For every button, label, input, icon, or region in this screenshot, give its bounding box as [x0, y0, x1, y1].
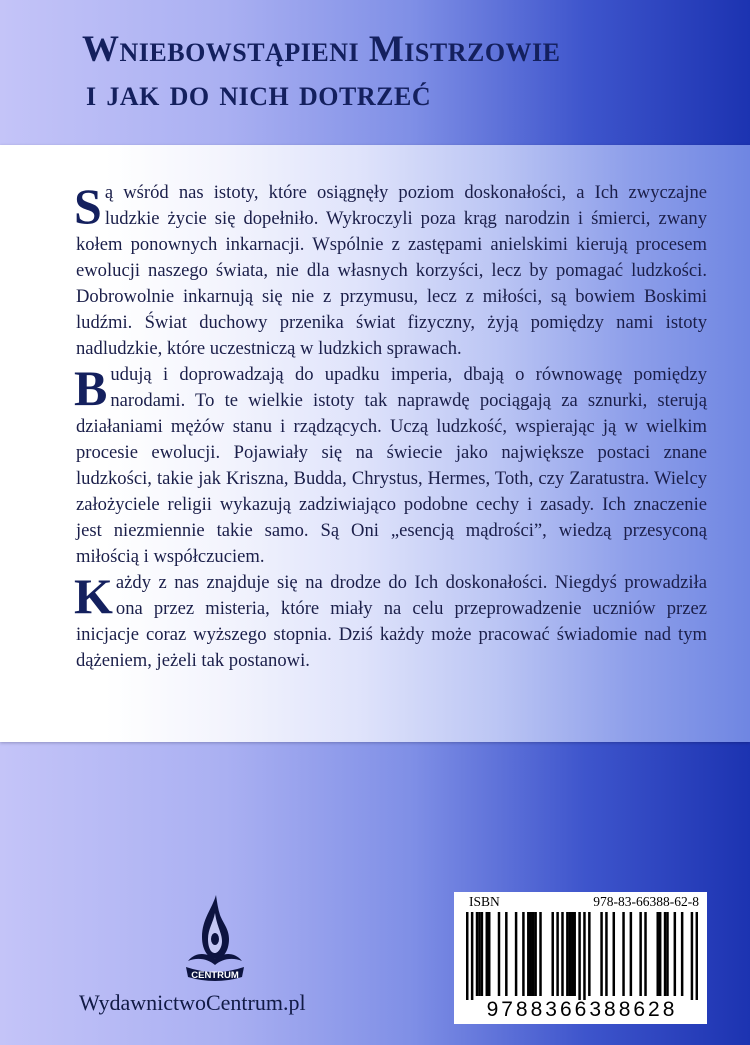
barcode-bar: [527, 912, 529, 996]
book-title-line-1: Wniebowstąpieni Mistrzowie: [82, 29, 561, 70]
paragraph-3-text: ażdy z nas znajduje się na drodze do Ich doskonałości. Niegdyś prowadziła ona przez misteria, które miały na celu przeprowadzenie uczniów przez inicjacje coraz wyższego stopnia. Dziś każdy może pracować świadomie nad tym dążeniem, jeżeli tak postanowi.: [76, 572, 707, 671]
barcode-bar: [571, 912, 573, 996]
barcode-bar: [498, 912, 500, 996]
isbn-label: ISBN: [469, 894, 500, 909]
blurb-paragraph-3: [76, 570, 707, 674]
barcode-bar: [551, 912, 553, 996]
barcode-bar: [659, 912, 661, 996]
paragraph-2-text: udują i doprowadzają do upadku imperia, dbają o równowagę pomiędzy narodami. To te wielkie istoty tak naprawdę pociągają za sznurki, sterują działaniami mężów stanu i rządzących. Uczą ludzkość, wspierając ją w wielkim procesie ewolucji. Pojawiały się na świecie jako największe postaci znane ludzkości, takie jak Kriszna, Budda, Chrystus, Hermes, Toth, czy Zaratustra. Wielcy założyciele religii wykazują zadziwiająco podobne cechy i zasady. Ich znaczenie jest niezmiennie takie samo. Są Oni „esencją mądrości”, wiedzą przesyconą miłością i współczuciem.: [76, 364, 707, 567]
barcode-bar: [664, 912, 666, 996]
barcode-bar: [588, 912, 590, 996]
barcode-bar: [529, 912, 531, 996]
barcode-bar: [532, 912, 534, 996]
barcode-bar: [639, 912, 641, 996]
dropcap-2: B: [74, 360, 108, 416]
barcode-bar: [666, 912, 668, 996]
publisher-website[interactable]: WydawnictwoCentrum.pl: [79, 990, 306, 1015]
dropcap-1: S: [74, 178, 102, 234]
barcode-bar: [578, 912, 580, 1000]
flame-drop-logo-icon: [182, 893, 248, 985]
barcode-bar: [486, 912, 488, 996]
barcode-bar: [656, 912, 658, 996]
blurb-text: [76, 180, 707, 674]
barcode-bar: [476, 912, 478, 996]
barcode-bar: [481, 912, 483, 996]
barcode-bar: [515, 912, 517, 996]
dropcap-3: K: [74, 568, 113, 624]
barcode-bar: [600, 912, 602, 996]
barcode-bar: [605, 912, 607, 996]
barcode-bar: [691, 912, 693, 1000]
paragraph-1-text: ą wśród nas istoty, które osiągnęły poziom doskonałości, a Ich zwyczajne ludzkie życie się dopełniło. Wykroczyli poza krąg narodzin i śmierci, zwany kołem ponownych inkarnacji. Wspólnie z zastępami anielskimi kierują procesem ewolucji naszego świata, nie dla własnych korzyści, lecz by pomagać ludzkości. Dobrowolnie inkarnują się nie z przymusu, lecz z miłości, są bowiem Boskimi ludźmi. Świat duchowy przenika świat fizyczny, żyją pomiędzy nami istoty nadludzkie, które uczestniczą w ludzkich sprawach.: [76, 182, 707, 359]
barcode-bar: [478, 912, 480, 996]
barcode-bar: [674, 912, 676, 996]
barcode-bar: [583, 912, 585, 1000]
barcode-bar: [556, 912, 558, 996]
book-title-line-2: i jak do nich dotrzeć: [86, 73, 432, 114]
blurb-paragraph-1: [76, 180, 707, 362]
isbn-number: 978-83-66388-62-8: [593, 894, 699, 909]
barcode-digits: 9788366388628: [486, 998, 678, 1021]
barcode-bar: [561, 912, 563, 996]
barcode-bar: [622, 912, 624, 996]
barcode-bar: [522, 912, 524, 996]
barcode-bar: [613, 912, 615, 996]
barcode-bar: [644, 912, 646, 996]
barcode-bar: [488, 912, 490, 996]
barcode-bar: [681, 912, 683, 996]
barcode-bar: [573, 912, 575, 996]
book-title: [82, 26, 561, 114]
logo-wordmark: CENTRUM: [191, 970, 239, 981]
barcode-bar: [505, 912, 507, 996]
barcode-bar: [569, 912, 571, 996]
barcode-bar: [566, 912, 568, 996]
barcode-bar: [630, 912, 632, 996]
blurb-paragraph-2: [76, 362, 707, 570]
publisher-logo: [182, 893, 248, 985]
barcode-bar: [696, 912, 698, 1000]
barcode-bars: [466, 912, 698, 1000]
barcode-bar: [534, 912, 536, 996]
barcode-bar: [539, 912, 541, 996]
barcode-bar: [466, 912, 468, 1000]
barcode-bar: [471, 912, 473, 1000]
isbn-barcode: [454, 892, 707, 1024]
